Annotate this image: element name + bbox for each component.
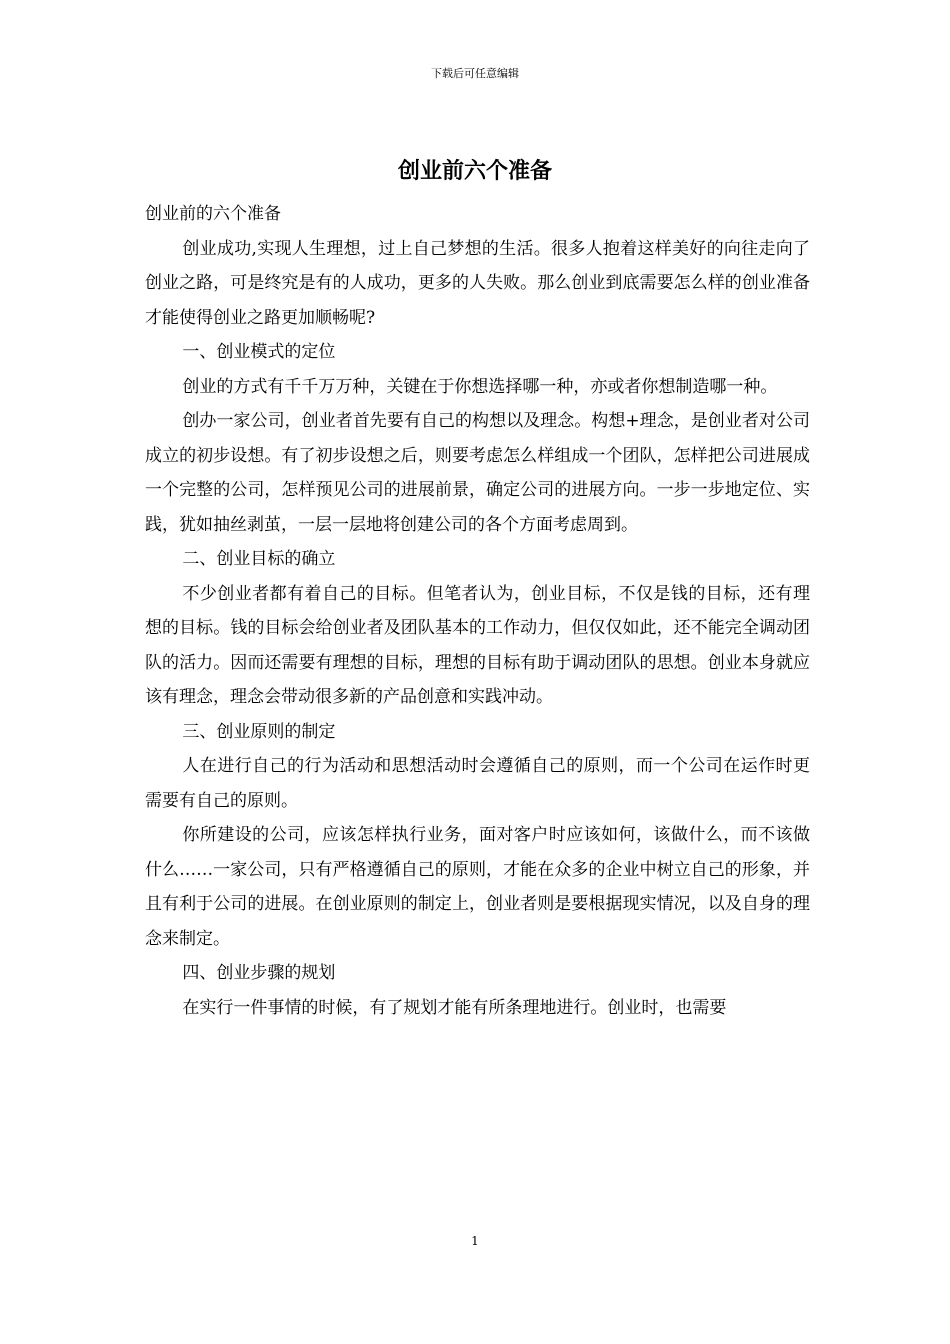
body-paragraph: 你所建设的公司，应该怎样执行业务，面对客户时应该如何，该做什么，而不该做什么……一家公司，只有严格遵循自己的原则，才能在众多的企业中树立自己的形象，并且有利于公司的进展。在创业原则的制定上，创业者则是要根据现实情况，以及自身的理念来制定。 [145,825,810,949]
document-body [145,197,810,1025]
section-heading-2: 二、创业目标的确立 [182,549,336,569]
document-subtitle: 创业前的六个准备 [145,204,281,224]
document-title: 创业前六个准备 [397,158,552,184]
intro-paragraph: 创业成功,实现人生理想，过上自己梦想的生活。很多人抱着这样美好的向往走向了创业之路，可是终究是有的人成功，更多的人失败。那么创业到底需要怎么样的创业准备才能使得创业之路更加顺畅呢? [145,238,810,328]
body-paragraph: 创办一家公司，创业者首先要有自己的构想以及理念。构想+理念，是创业者对公司成立的初步设想。有了初步设想之后，则要考虑怎么样组成一个团队，怎样把公司进展成一个完整的公司，怎样预见公司的进展前景，确定公司的进展方向。一步一步地定位、实践，犹如抽丝剥茧，一层一层地将创建公司的各个方面考虑周到。 [145,411,810,535]
page-header-note: 下载后可任意编辑 [431,67,519,80]
body-paragraph: 人在进行自己的行为活动和思想活动时会遵循自己的原则，而一个公司在运作时更需要有自己的原则。 [145,756,810,811]
section-heading-3: 三、创业原则的制定 [182,721,336,742]
body-paragraph: 创业的方式有千千万万种，关键在于你想选择哪一种，亦或者你想制造哪一种。 [182,376,778,397]
section-heading-1: 一、创业模式的定位 [182,342,336,362]
body-paragraph: 在实行一件事情的时候，有了规划才能有所条理地进行。创业时，也需要 [182,997,727,1018]
section-heading-4: 四、创业步骤的规划 [182,963,336,983]
page-number: 1 [471,1234,479,1248]
body-paragraph: 不少创业者都有着自己的目标。但笔者认为，创业目标，不仅是钱的目标，还有理想的目标。钱的目标会给创业者及团队基本的工作动力，但仅仅如此，还不能完全调动团队的活力。因而还需要有理想的目标，理想的目标有助于调动团队的思想。创业本身就应该有理念，理念会带动很多新的产品创意和实践冲动。 [145,583,810,707]
